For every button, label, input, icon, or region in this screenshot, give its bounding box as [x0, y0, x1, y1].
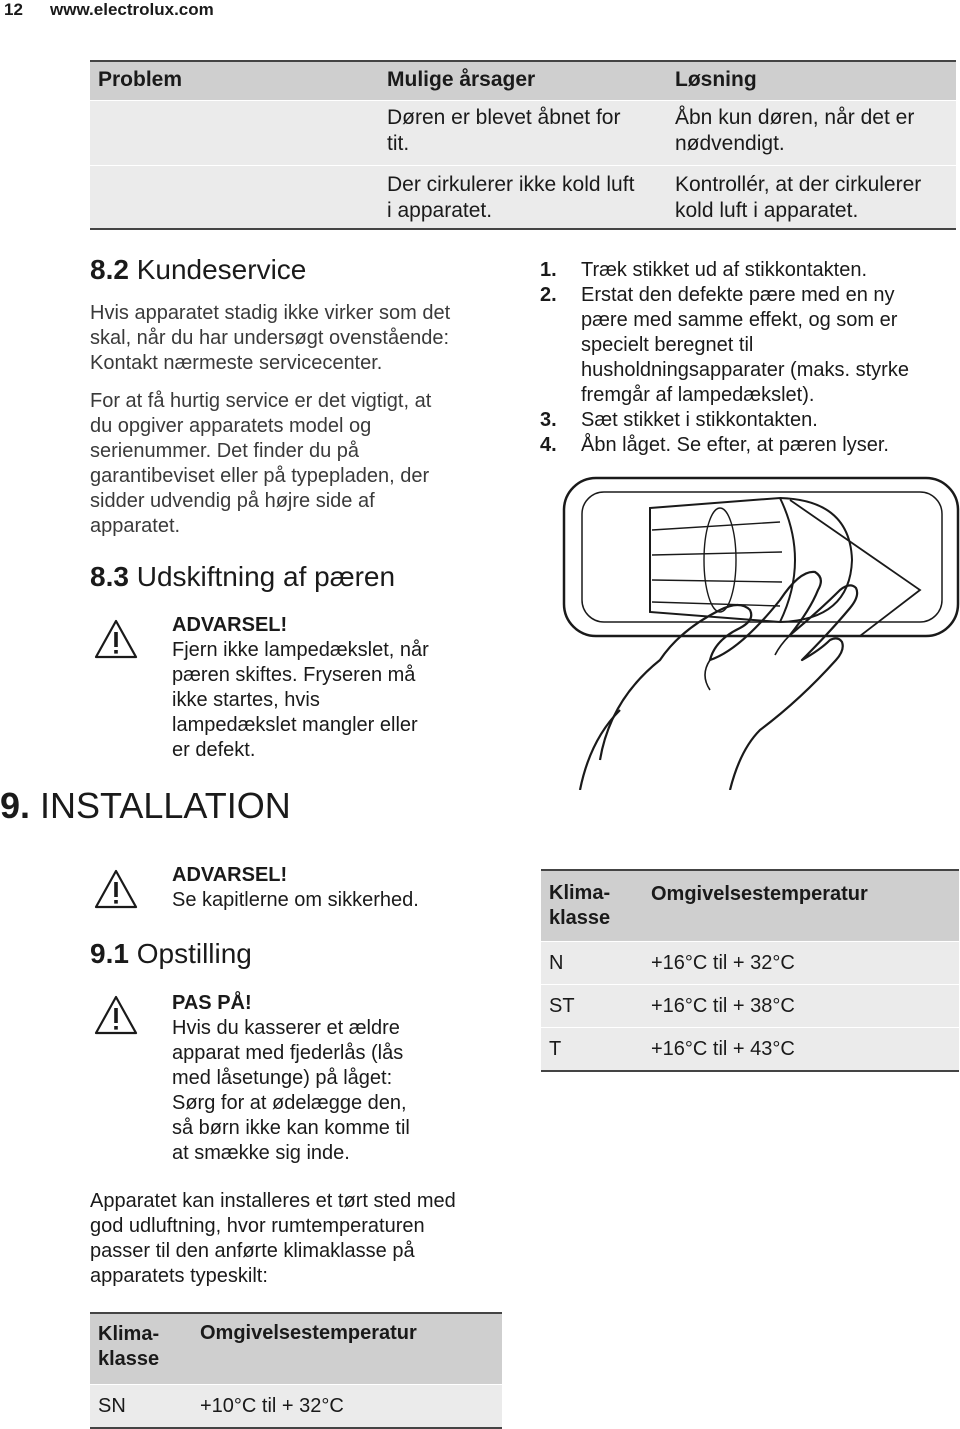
column-header-problem: Problem — [98, 68, 183, 91]
warning-triangle-icon — [94, 619, 138, 659]
text-line: apparatets typeskilt: — [90, 1265, 268, 1287]
climate-class-table — [541, 869, 959, 1072]
solution-line: Åbn kun døren, når det er — [675, 106, 915, 129]
warning-triangle-icon — [94, 869, 138, 909]
section-number: 8.3 — [90, 561, 129, 592]
temperature-cell: +10°C til + 32°C — [200, 1395, 344, 1417]
page-number: 12 — [4, 0, 23, 19]
cause-cell — [387, 105, 620, 157]
list-item — [540, 408, 960, 433]
paragraph-service-info — [90, 389, 431, 539]
section-number: 9.1 — [90, 938, 129, 969]
table-row — [541, 941, 959, 984]
text-line: lampedækslet mangler eller — [172, 714, 418, 736]
column-header-temperature: Omgivelsestemperatur — [651, 883, 868, 905]
text-line: Sørg for at ødelægge den, — [172, 1092, 407, 1114]
text-line: Fjern ikke lampedækslet, når — [172, 639, 429, 661]
step-text: specielt beregnet til — [581, 334, 754, 356]
bulb-replacement-steps — [540, 258, 960, 458]
text-line: med låsetunge) på låget: — [172, 1067, 393, 1089]
section-number: 9. — [0, 785, 31, 826]
column-header-class — [549, 881, 610, 931]
table-row — [90, 100, 956, 165]
step-text: husholdningsapparater (maks. styrke — [581, 359, 909, 381]
table-row — [90, 1384, 502, 1429]
header-line: klasse — [98, 1348, 160, 1370]
climate-class-cell: SN — [98, 1395, 126, 1417]
text-line: For at få hurtig service er det vigtigt, at — [90, 390, 432, 412]
temperature-cell: +16°C til + 38°C — [651, 995, 795, 1017]
step-number: 2. — [540, 284, 557, 306]
section-heading-9 — [0, 785, 291, 827]
cause-cell — [387, 172, 634, 224]
climate-class-table — [90, 1312, 502, 1429]
text-line: skal, når du har undersøgt ovenstående: — [90, 327, 450, 349]
hand-replacing-bulb-illustration — [540, 460, 960, 790]
table-row — [541, 1027, 959, 1072]
table-header-row — [90, 1314, 502, 1384]
text-line: er defekt. — [172, 739, 256, 761]
step-number: 4. — [540, 434, 557, 456]
step-text: pære med samme effekt, og som er — [581, 309, 898, 331]
step-number: 3. — [540, 409, 557, 431]
table-header-row — [90, 60, 956, 100]
step-number: 1. — [540, 259, 557, 281]
solution-line: nødvendigt. — [675, 132, 785, 155]
warning-title: ADVARSEL! — [172, 614, 288, 636]
list-item — [540, 258, 960, 283]
step-text: Erstat den defekte pære med en ny — [581, 284, 895, 306]
temperature-cell: +16°C til + 32°C — [651, 952, 795, 974]
text-line: god udluftning, hvor rumtemperaturen — [90, 1215, 425, 1237]
step-text: Åbn låget. Se efter, at pæren lyser. — [581, 434, 889, 456]
section-title: Opstilling — [136, 938, 252, 969]
text-line: Hvis du kasserer et ældre — [172, 1017, 400, 1039]
paragraph-installation — [90, 1189, 456, 1289]
text-line: Apparatet kan installeres et tørt sted med — [90, 1190, 456, 1212]
climate-class-cell: N — [549, 952, 564, 974]
section-heading-8-3 — [90, 561, 395, 593]
step-text: Sæt stikket i stikkontakten. — [581, 409, 818, 431]
climate-class-cell: T — [549, 1038, 562, 1060]
column-header-class — [98, 1322, 159, 1372]
column-header-causes: Mulige årsager — [387, 68, 536, 91]
troubleshooting-table — [90, 60, 956, 230]
section-title: Kundeservice — [136, 254, 307, 285]
cause-line: Der cirkulerer ikke kold luft — [387, 173, 635, 196]
section-title: Udskiftning af pæren — [136, 561, 396, 592]
cause-line: i apparatet. — [387, 199, 493, 222]
text-line: at smække sig inde. — [172, 1142, 350, 1164]
text-line: apparatet. — [90, 515, 181, 537]
section-number: 8.2 — [90, 254, 129, 285]
text-line: Hvis apparatet stadig ikke virker som det — [90, 302, 451, 324]
text-line: pæren skiftes. Fryseren må — [172, 664, 416, 686]
list-item — [540, 283, 960, 408]
header-line: Klima- — [549, 882, 611, 904]
step-text: Træk stikket ud af stikkontakten. — [581, 259, 868, 281]
text-line: apparat med fjederlås (lås — [172, 1042, 404, 1064]
climate-class-cell: ST — [549, 995, 575, 1017]
header-line: klasse — [549, 907, 611, 929]
text-line: garantibeviset eller på typepladen, der — [90, 465, 430, 487]
text-line: Kontakt nærmeste servicecenter. — [90, 352, 383, 374]
section-heading-9-1 — [90, 938, 252, 970]
column-header-temperature: Omgivelsestemperatur — [200, 1322, 417, 1344]
warning-triangle-icon — [94, 995, 138, 1035]
solution-cell — [675, 172, 921, 224]
solution-line: Kontrollér, at der cirkulerer — [675, 173, 922, 196]
text-line: så børn ikke kan komme til — [172, 1117, 410, 1139]
text-line: sidder udvendig på højre side af — [90, 490, 375, 512]
section-heading-8-2 — [90, 254, 306, 286]
website-url: www.electrolux.com — [50, 0, 214, 19]
table-header-row — [541, 871, 959, 941]
temperature-cell: +16°C til + 43°C — [651, 1038, 795, 1060]
solution-cell — [675, 105, 914, 157]
header-line: Klima- — [98, 1323, 160, 1345]
column-header-solution: Løsning — [675, 68, 757, 91]
cause-line: tit. — [387, 132, 410, 155]
step-text: fremgår af lampedækslet). — [581, 384, 815, 406]
text-line: ikke startes, hvis — [172, 689, 320, 711]
text-line: passer til den anførte klimaklasse på — [90, 1240, 415, 1262]
table-row — [541, 984, 959, 1027]
warning-text: Se kapitlerne om sikkerhed. — [172, 889, 419, 911]
warning-title: ADVARSEL! — [172, 864, 288, 886]
caution-text — [172, 1016, 410, 1166]
list-item — [540, 433, 960, 458]
section-title: INSTALLATION — [40, 785, 291, 826]
text-line: serienummer. Det finder du på — [90, 440, 360, 462]
table-row — [90, 165, 956, 230]
warning-text — [172, 638, 429, 763]
text-line: du opgiver apparatets model og — [90, 415, 372, 437]
caution-title: PAS PÅ! — [172, 992, 252, 1014]
solution-line: kold luft i apparatet. — [675, 199, 859, 222]
cause-line: Døren er blevet åbnet for — [387, 106, 621, 129]
paragraph-contact — [90, 301, 450, 376]
